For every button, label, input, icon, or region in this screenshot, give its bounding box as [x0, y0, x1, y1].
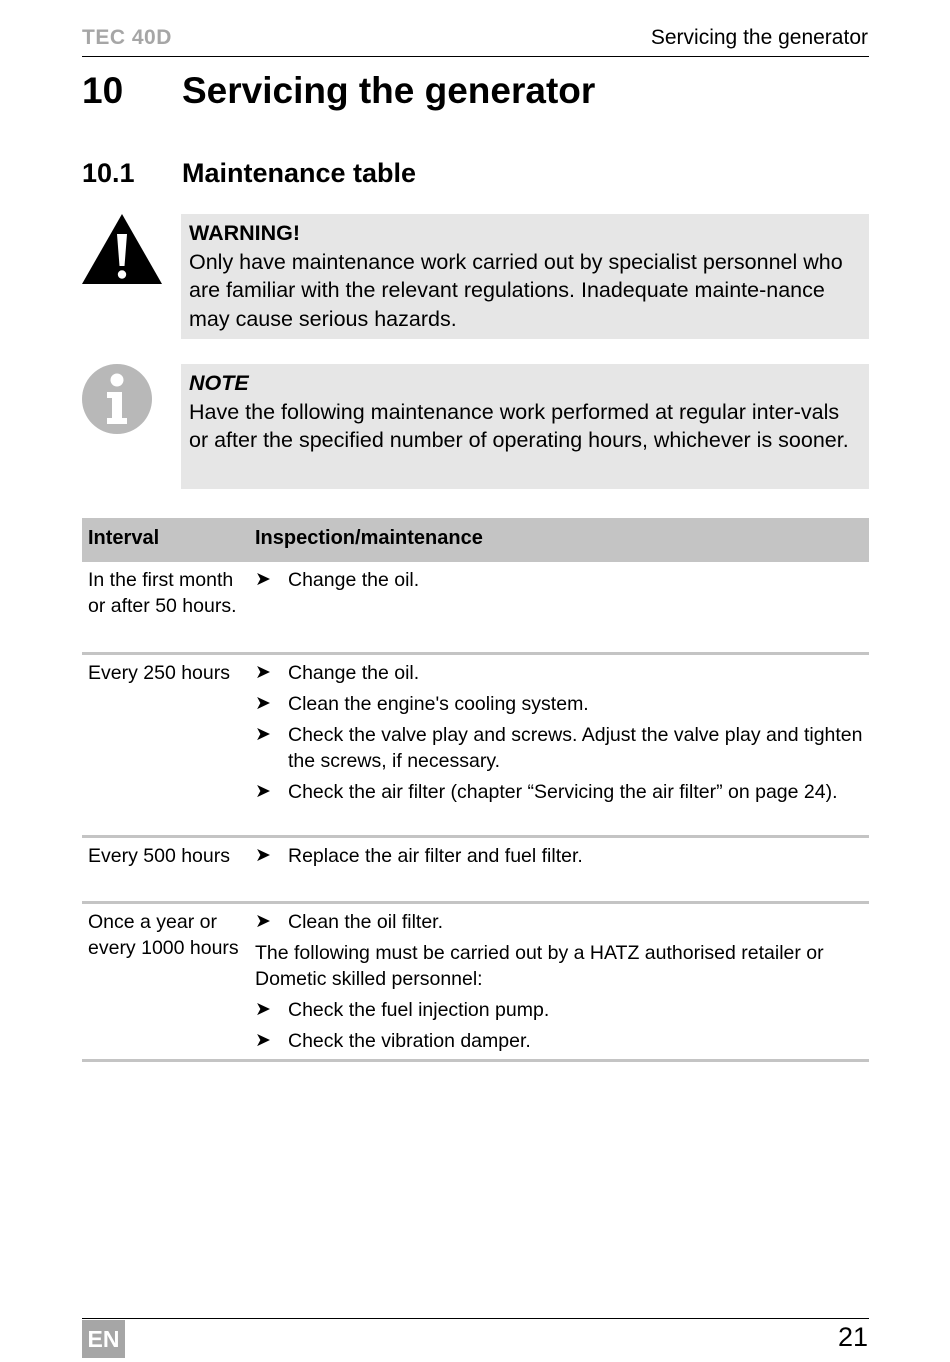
arrow-icon: ➤: [255, 1030, 271, 1051]
interval-cell: Once a year or every 1000 hours: [88, 911, 239, 959]
interval-cell: Every 250 hours: [88, 662, 230, 684]
warning-triangle-icon: [80, 212, 164, 286]
list-item: ➤ Replace the air filter and fuel filter.: [255, 845, 583, 867]
warning-text: Only have maintenance work carried out by specialist personnel who are familiar with the relevant regulations. Inadequate mainte-nance may cause serious hazards.: [189, 249, 843, 331]
page-number: 21: [837, 1322, 868, 1352]
arrow-icon: ➤: [255, 781, 271, 802]
arrow-icon: ➤: [255, 724, 271, 745]
table-header: [82, 518, 869, 562]
arrow-icon: ➤: [255, 662, 271, 683]
list-item: ➤ Clean the oil filter.: [255, 911, 444, 933]
note-box: [181, 364, 869, 489]
list-item: ➤ Change the oil.: [255, 569, 420, 591]
header-rule: [82, 56, 869, 57]
table-row: [82, 655, 869, 838]
arrow-icon: ➤: [255, 569, 271, 590]
note-title: NOTE: [189, 371, 249, 395]
arrow-icon: ➤: [255, 911, 271, 932]
warning-box: [181, 214, 869, 339]
maintenance-table: [82, 518, 869, 1062]
task-cell: [255, 909, 867, 1059]
table-row: [82, 838, 869, 904]
table-row: [82, 904, 869, 1062]
list-item: ➤ Check the air filter (chapter “Servicing the air filter” on page 24).: [255, 781, 838, 803]
chapter-heading: [82, 70, 595, 112]
arrow-icon: ➤: [255, 845, 271, 866]
header-interval: Interval: [88, 527, 160, 549]
list-item: ➤ Check the fuel injection pump.: [255, 999, 550, 1021]
task-cell: [255, 843, 867, 874]
task-cell: [255, 567, 867, 598]
list-item: ➤ Check the valve play and screws. Adjust the valve play and tighten the screws, if necessary.: [255, 724, 863, 772]
list-item: ➤ Change the oil.: [255, 662, 420, 684]
header-inspection: Inspection/maintenance: [255, 527, 483, 549]
note-text: Have the following maintenance work performed at regular inter-vals or after the specified number of operating hours, whichever is sooner.: [189, 399, 849, 452]
chapter-number: 10: [82, 70, 124, 111]
list-item: ➤ Check the vibration damper.: [255, 1030, 531, 1052]
footer-rule: [82, 1318, 869, 1319]
arrow-icon: ➤: [255, 693, 271, 714]
interval-cell: Every 500 hours: [88, 845, 230, 867]
interval-cell: In the first month or after 50 hours.: [88, 569, 237, 617]
section-heading: [82, 158, 416, 189]
list-item: ➤ Clean the engine's cooling system.: [255, 693, 589, 715]
language-badge: EN: [82, 1320, 125, 1358]
task-note: The following must be carried out by a HATZ authorised retailer or Dometic skilled personnel:: [255, 942, 824, 990]
section-number: 10.1: [82, 158, 135, 188]
info-circle-icon: [80, 362, 154, 436]
arrow-icon: ➤: [255, 999, 271, 1020]
table-row: [82, 562, 869, 655]
section-title: Maintenance table: [182, 158, 417, 188]
page-header-section: Servicing the generator: [650, 26, 868, 49]
task-cell: [255, 660, 867, 810]
page-header-model: TEC 40D: [82, 26, 172, 49]
chapter-title: Servicing the generator: [182, 70, 596, 111]
warning-title: WARNING!: [189, 221, 301, 245]
